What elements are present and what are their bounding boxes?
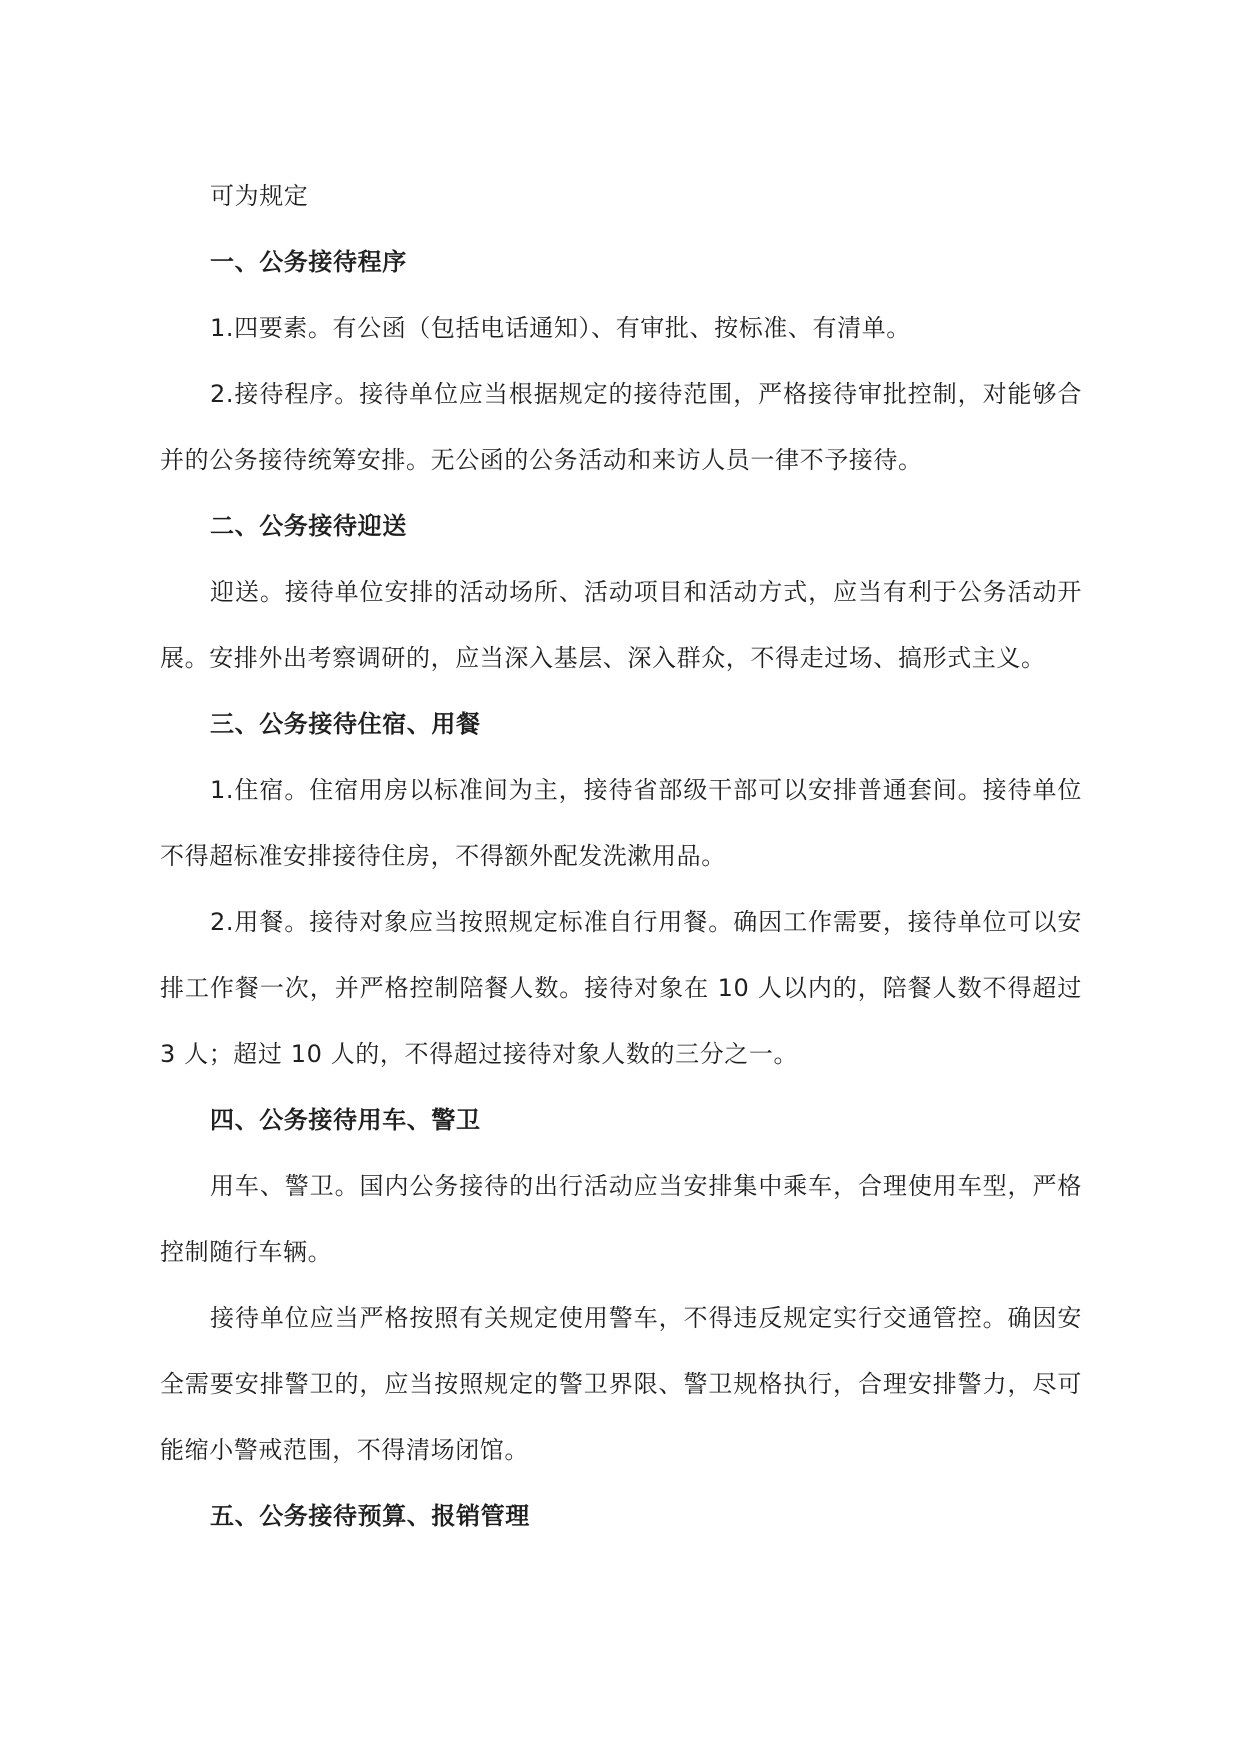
- paragraph-security: 接待单位应当严格按照有关规定使用警车，不得违反规定实行交通管控。确因安全需要安排警卫的，应当按照规定的警卫界限、警卫规格执行，合理安排警力，尽可能缩小警戒范围，不得清场闭馆。: [160, 1304, 1082, 1464]
- paragraph-four-elements: 1.四要素。有公函（包括电话通知）、有审批、按标准、有清单。: [210, 314, 911, 342]
- paragraph-intro: 可为规定: [210, 182, 309, 210]
- paragraph-dining: 2.用餐。接待对象应当按照规定标准自行用餐。确因工作需要，接待单位可以安排工作餐一次，并严格控制陪餐人数。接待对象在 10 人以内的，陪餐人数不得超过 3 人；超过 10 人的，不得超过接待对象人数的三分之一。: [160, 908, 1082, 1068]
- paragraph-greeting-sendoff: 迎送。接待单位安排的活动场所、活动项目和活动方式，应当有利于公务活动开展。安排外出考察调研的，应当深入基层、深入群众，不得走过场、搞形式主义。: [160, 578, 1082, 672]
- document-body: [160, 163, 1082, 1549]
- section-heading-3: 三、公务接待住宿、用餐: [210, 710, 481, 738]
- section-heading-2: 二、公务接待迎送: [210, 512, 407, 540]
- section-heading-5: 五、公务接待预算、报销管理: [210, 1502, 530, 1530]
- paragraph-vehicles: 用车、警卫。国内公务接待的出行活动应当安排集中乘车，合理使用车型，严格控制随行车辆。: [160, 1172, 1082, 1266]
- section-heading-4: 四、公务接待用车、警卫: [210, 1106, 481, 1134]
- paragraph-reception-procedure: 2.接待程序。接待单位应当根据规定的接待范围，严格接待审批控制，对能够合并的公务接待统筹安排。无公函的公务活动和来访人员一律不予接待。: [160, 380, 1082, 474]
- paragraph-accommodation: 1.住宿。住宿用房以标准间为主，接待省部级干部可以安排普通套间。接待单位不得超标准安排接待住房，不得额外配发洗漱用品。: [160, 776, 1082, 870]
- section-heading-1: 一、公务接待程序: [210, 248, 407, 276]
